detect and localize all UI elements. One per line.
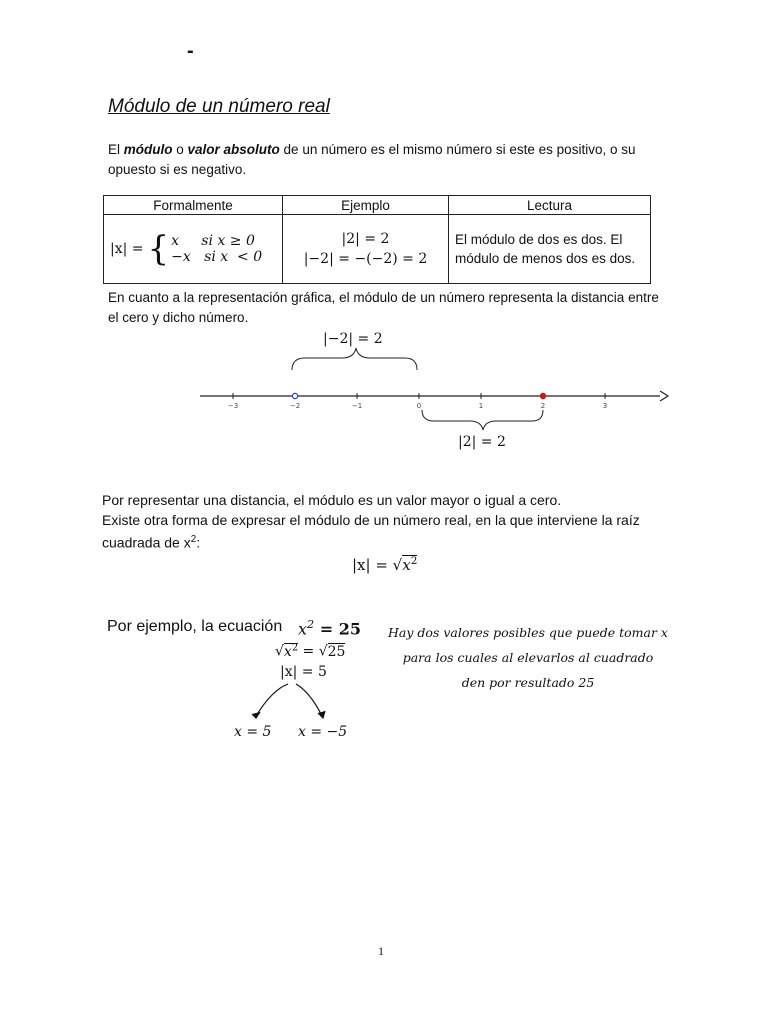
- solution-arrows: [240, 682, 340, 722]
- example-line-2: |−2| = −(−2) = 2: [303, 251, 428, 267]
- tick-label: 2: [540, 402, 546, 410]
- eq1-rhs: = 25: [314, 619, 361, 639]
- brace-symbol: {: [147, 229, 170, 269]
- tick-label: −1: [351, 402, 363, 410]
- intro-term-absolute: valor absoluto: [187, 142, 280, 157]
- intro-text-2: o: [172, 142, 188, 157]
- arrow-left-icon: [256, 684, 288, 716]
- brace-bottom: [422, 410, 543, 430]
- header-example: Ejemplo: [283, 196, 449, 215]
- eq2-radicand: x: [283, 643, 292, 660]
- distance-line-1: Por representar una distancia, el módulo es un valor mayor o igual a cero.: [102, 492, 562, 508]
- note-line-3: den por resultado 25: [461, 675, 595, 690]
- eq1-base: x: [298, 619, 308, 639]
- arrow-right-icon: [296, 684, 322, 716]
- brace-top: [292, 348, 417, 370]
- equation-3: |x| = 5: [280, 664, 327, 680]
- arrow-left-head-icon: [252, 712, 260, 718]
- tick-label: 1: [478, 402, 484, 410]
- eq2-mid: = √: [298, 643, 328, 660]
- equation-1: [298, 618, 361, 638]
- point-negative: [292, 393, 297, 398]
- header-reading: Lectura: [449, 196, 651, 215]
- sqrt-formula: [352, 555, 417, 574]
- distance-line-2-text: Existe otra forma de expresar el módulo de un número real, en la que interviene la raíz cuadrada de x: [102, 512, 640, 551]
- page-number: 1: [378, 944, 384, 958]
- distance-exp: 2: [190, 534, 197, 545]
- solution-2: x = −5: [298, 724, 348, 740]
- formula-lhs: |x| = √: [352, 556, 403, 574]
- number-line-figure: [0, 0, 768, 470]
- cell-reading: El módulo de dos es dos. El módulo de menos dos es dos.: [449, 215, 651, 284]
- example-intro: Por ejemplo, la ecuación: [107, 618, 283, 635]
- example-line-1: |2| = 2: [341, 231, 390, 247]
- formal-case-1: x si x ≥ 0: [171, 233, 255, 249]
- arrow-head: [660, 391, 668, 401]
- arrow-right-head-icon: [318, 711, 325, 718]
- note-line-1: Hay dos valores posibles que puede tomar x: [388, 625, 668, 640]
- eq2-sqrt: √: [275, 643, 284, 660]
- tick-label: −3: [227, 402, 239, 410]
- tick-label: 0: [416, 402, 422, 410]
- formula-exp: 2: [410, 555, 418, 567]
- formula-radicand: x: [402, 556, 411, 574]
- solution-1: x = 5: [234, 724, 272, 740]
- point-positive: [540, 393, 545, 398]
- distance-line-2: [102, 510, 692, 553]
- tick-label: −2: [289, 402, 301, 410]
- note-line-2: para los cuales al elevarlos al cuadrado: [402, 650, 654, 665]
- label-positive-distance: |2| = 2: [458, 434, 506, 450]
- label-negative-distance: |−2| = 2: [323, 331, 383, 347]
- intro-text-1: El: [108, 142, 124, 157]
- equation-2: [275, 642, 345, 660]
- intro-term-modulo: módulo: [123, 142, 173, 157]
- formal-lhs: |x| =: [110, 241, 144, 257]
- eq2-exp: 2: [291, 642, 299, 653]
- header-mark: -: [187, 40, 194, 62]
- distance-paragraph: [102, 490, 692, 553]
- example-note: [378, 620, 678, 695]
- formal-case-2: −x si x < 0: [171, 249, 263, 265]
- header-formal: Formalmente: [104, 196, 283, 215]
- eq1-exp: 2: [307, 618, 315, 631]
- eq2-radicand-2: 25: [327, 643, 346, 660]
- graph-paragraph: En cuanto a la representación gráfica, el módulo de un número representa la distancia entre el cero y dicho número.: [108, 290, 659, 325]
- intro-text-3: de un número es el mismo número si este es positivo, o su opuesto si es negativo.: [108, 142, 636, 177]
- distance-end: :: [196, 534, 201, 551]
- tick-label: 3: [602, 402, 608, 410]
- page-title: Módulo de un número real: [108, 96, 330, 117]
